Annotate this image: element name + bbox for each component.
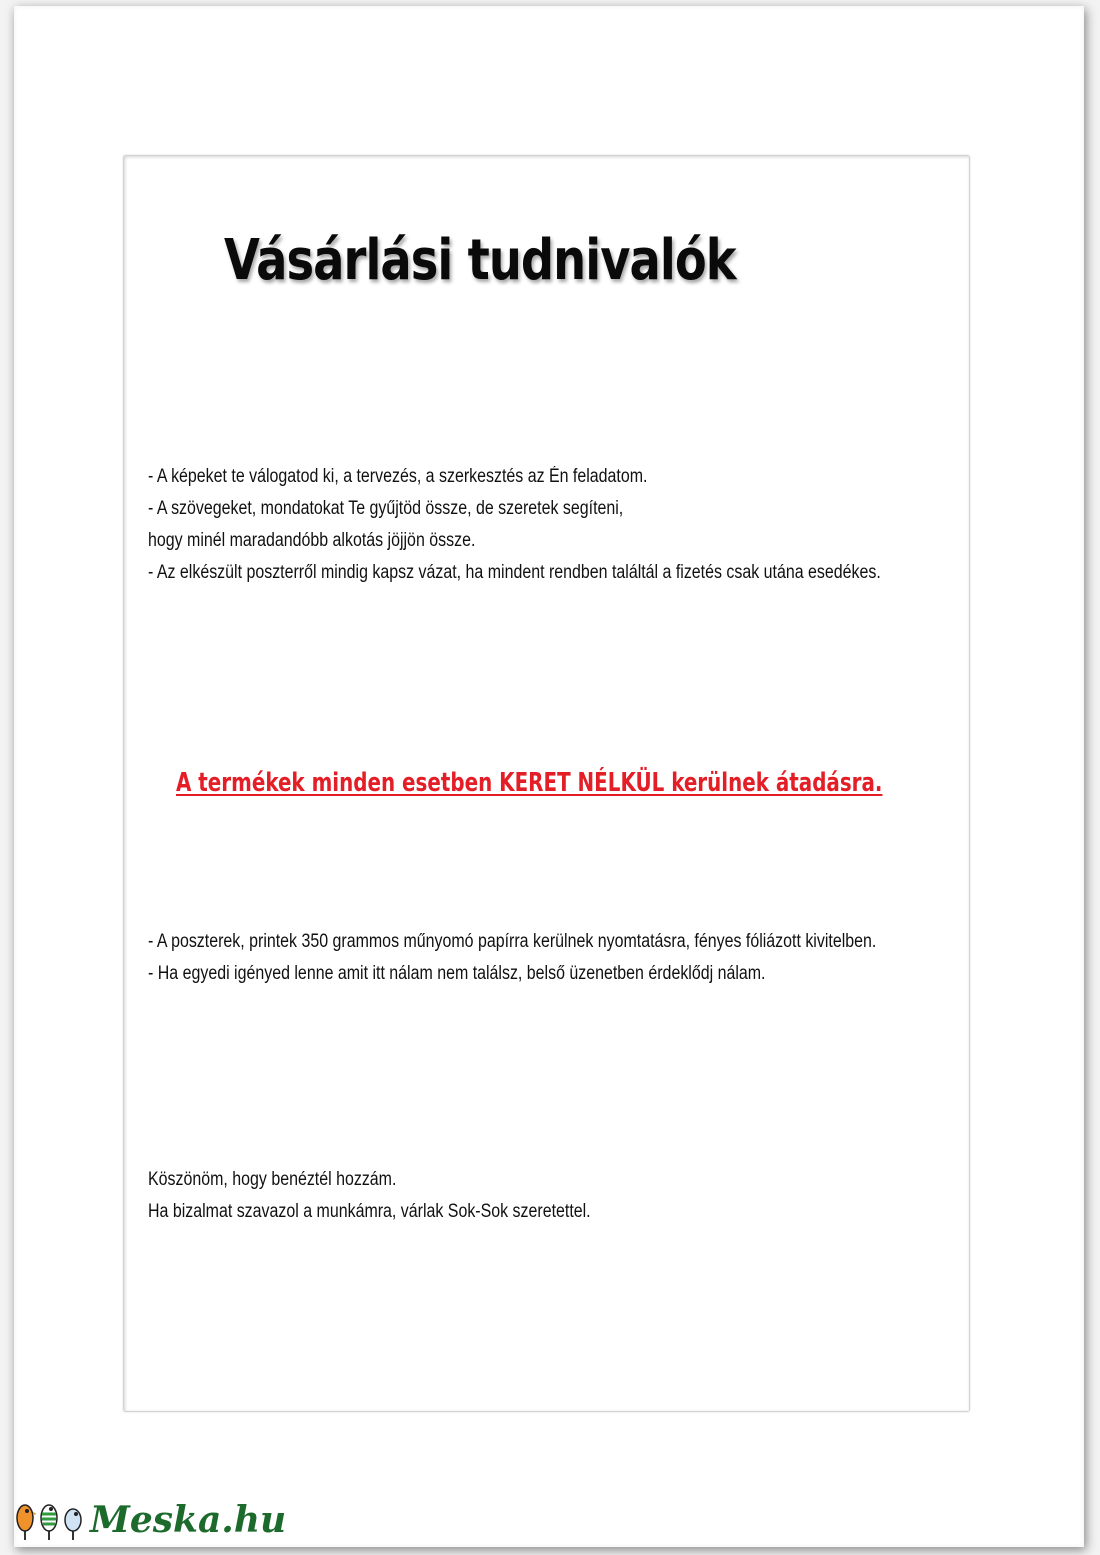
meska-watermark (14, 1490, 286, 1540)
info-block-design (148, 461, 881, 589)
thank-you-line: Ha bizalmat szavazol a munkámra, várlak Sok-Sok szeretettel. (148, 1201, 591, 1222)
birds-logo-icon (14, 1500, 84, 1540)
bird-orange-icon (14, 1500, 36, 1540)
info-line: - Az elkészült poszterről mindig kapsz vázat, ha mindent rendben találtál a fizetés csak utána esedékes. (148, 562, 881, 583)
thank-you-block (148, 1164, 591, 1228)
no-frame-notice: A termékek minden esetben KERET NÉLKÜL kerülnek átadásra. (176, 768, 883, 798)
info-line: - A szövegeket, mondatokat Te gyűjtöd össze, de szeretek segíteni, (148, 498, 624, 519)
bird-green-icon (38, 1500, 60, 1540)
info-line: - Ha egyedi igényed lenne amit itt nálam nem találsz, belső üzenetben érdeklődj nálam. (148, 963, 766, 984)
info-line: - A képeket te válogatod ki, a tervezés, a szerkesztés az Én feladatom. (148, 466, 648, 487)
bird-blue-icon (62, 1500, 84, 1540)
info-line: hogy minél maradandóbb alkotás jöjjön össze. (148, 530, 476, 551)
poster-frame (14, 6, 1084, 1547)
info-line: - A poszterek, printek 350 grammos műnyomó papírra kerülnek nyomtatásra, fényes fóliázott kivitelben. (148, 931, 877, 952)
thank-you-line: Köszönöm, hogy benéztél hozzám. (148, 1169, 397, 1190)
info-block-print (148, 926, 876, 990)
meska-logo-text: Meska.hu (90, 1499, 287, 1541)
poster-sheet (124, 156, 969, 1411)
document-title: Vásárlási tudnivalók (224, 228, 736, 293)
